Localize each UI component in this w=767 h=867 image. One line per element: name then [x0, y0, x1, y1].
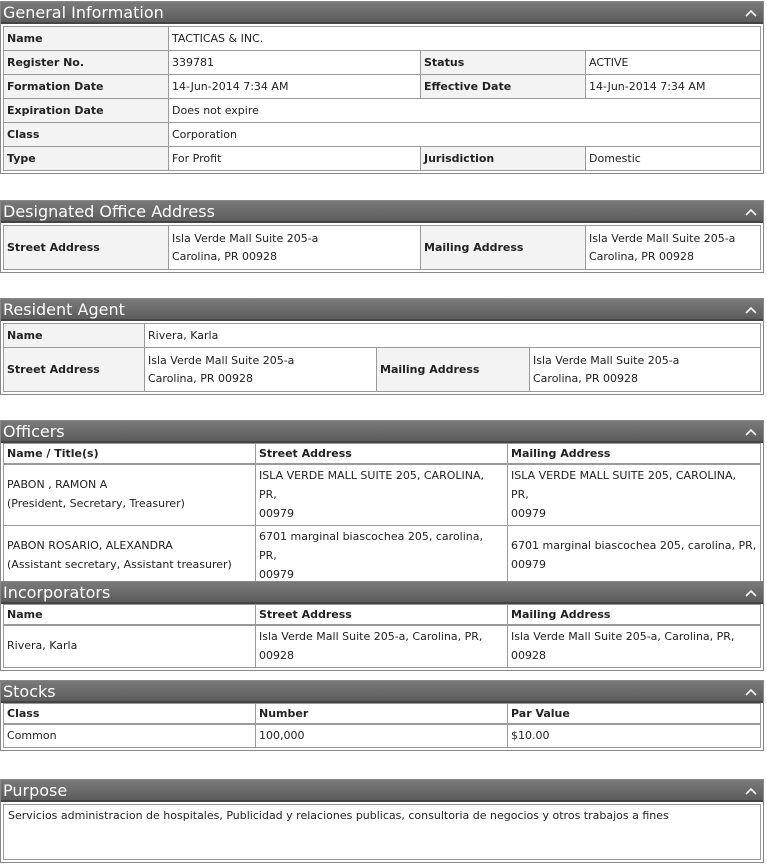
mailing-address-label: Mailing Address: [421, 226, 586, 270]
table-header-row: [4, 704, 761, 724]
expiration-date-value: Does not expire: [169, 99, 761, 123]
street-address-label: Street Address: [4, 226, 169, 270]
column-header: Street Address: [256, 605, 508, 625]
effective-date-value: 14-Jun-2014 7:34 AM: [586, 75, 761, 99]
table-row: [4, 27, 761, 51]
section-title: Resident Agent: [3, 300, 125, 319]
jurisdiction-value: Domestic: [586, 147, 761, 171]
officer-titles: (President, Secretary, Treasurer): [7, 497, 185, 510]
street-address-value: [145, 348, 377, 392]
formation-date-value: 14-Jun-2014 7:34 AM: [169, 75, 421, 99]
address-line: Carolina, PR 00928: [533, 371, 639, 385]
section-title: Stocks: [3, 682, 56, 701]
table-row: [4, 525, 761, 586]
section-header[interactable]: [1, 421, 763, 443]
chevron-up-icon[interactable]: [745, 421, 757, 443]
table-header-row: [4, 444, 761, 464]
chevron-up-icon[interactable]: [745, 2, 757, 24]
street-address-label: Street Address: [4, 348, 145, 392]
status-label: Status: [421, 51, 586, 75]
table-row: [4, 99, 761, 123]
stock-class: Common: [4, 724, 256, 748]
mailing-address-value: [530, 348, 761, 392]
table-row: [4, 464, 761, 526]
column-header: Mailing Address: [508, 444, 761, 464]
officer-name-cell: [4, 464, 256, 526]
column-header: Par Value: [508, 704, 761, 724]
section-header[interactable]: [1, 681, 763, 703]
address-line: 6701 marginal biascochea 205, carolina, PR,: [511, 539, 757, 552]
table-row: [4, 724, 761, 748]
table-row: [4, 324, 761, 348]
address-line: Isla Verde Mall Suite 205-a: [148, 353, 295, 367]
jurisdiction-label: Jurisdiction: [421, 147, 586, 171]
address-line: Isla Verde Mall Suite 205-a: [172, 231, 319, 245]
address-line: ISLA VERDE MALL SUITE 205, CAROLINA, PR,: [511, 468, 736, 501]
section-title: Officers: [3, 422, 65, 441]
address-line: 6701 marginal biascochea 205, carolina, PR,: [259, 529, 484, 562]
agent-name-label: Name: [4, 324, 145, 348]
address-line: 00979: [259, 567, 294, 581]
column-header: Street Address: [256, 444, 508, 464]
address-line: Isla Verde Mall Suite 205-a: [533, 353, 680, 367]
column-header: Number: [256, 704, 508, 724]
purpose-section: [0, 779, 764, 863]
section-header[interactable]: [1, 2, 763, 24]
agent-name-value: Rivera, Karla: [145, 324, 761, 348]
section-title: Purpose: [3, 781, 68, 800]
address-line: ISLA VERDE MALL SUITE 205, CAROLINA, PR,: [259, 468, 484, 501]
chevron-up-icon[interactable]: [745, 681, 757, 703]
register-label: Register No.: [4, 51, 169, 75]
mailing-address-label: Mailing Address: [377, 348, 530, 392]
column-header: Class: [4, 704, 256, 724]
column-header: Mailing Address: [508, 605, 761, 625]
stock-par-value: $10.00: [508, 724, 761, 748]
type-label: Type: [4, 147, 169, 171]
officer-name-cell: [4, 525, 256, 586]
table-row: [4, 51, 761, 75]
table-row: [4, 226, 761, 270]
resident-agent-section: [0, 298, 764, 395]
status-value: ACTIVE: [586, 51, 761, 75]
section-header[interactable]: [1, 780, 763, 802]
name-value: TACTICAS & INC.: [169, 27, 761, 51]
street-address-cell: [256, 525, 508, 586]
table-row: [4, 123, 761, 147]
section-title: Incorporators: [3, 583, 111, 602]
mailing-address-cell: [508, 464, 761, 526]
stocks-section: [0, 680, 764, 751]
purpose-text: Servicios administracion de hospitales, Publicidad y relaciones publicas, consultoria de negocios y otros trabajos a fines: [3, 804, 761, 860]
section-title: General Information: [3, 3, 164, 22]
mailing-address-cell: Isla Verde Mall Suite 205-a, Carolina, PR, 00928: [508, 625, 761, 668]
section-header[interactable]: [1, 299, 763, 321]
expiration-date-label: Expiration Date: [4, 99, 169, 123]
incorporator-name: Rivera, Karla: [4, 625, 256, 668]
incorporators-section: [0, 581, 764, 671]
office-address-section: [0, 200, 764, 273]
column-header: Name / Title(s): [4, 444, 256, 464]
street-address-value: [169, 226, 421, 270]
mailing-address-cell: [508, 525, 761, 586]
address-line: Carolina, PR 00928: [589, 249, 695, 263]
section-header[interactable]: [1, 582, 763, 604]
table-row: [4, 348, 761, 392]
table-row: [4, 75, 761, 99]
name-label: Name: [4, 27, 169, 51]
officer-titles: (Assistant secretary, Assistant treasurer): [7, 558, 232, 571]
address-line: 00979: [259, 506, 294, 520]
general-information-section: [0, 1, 764, 174]
chevron-up-icon[interactable]: [745, 299, 757, 321]
table-header-row: [4, 605, 761, 625]
address-line: 00979: [511, 506, 546, 520]
class-label: Class: [4, 123, 169, 147]
section-header[interactable]: [1, 201, 763, 223]
effective-date-label: Effective Date: [421, 75, 586, 99]
street-address-cell: Isla Verde Mall Suite 205-a, Carolina, PR, 00928: [256, 625, 508, 668]
class-value: Corporation: [169, 123, 761, 147]
section-title: Designated Office Address: [3, 202, 215, 221]
mailing-address-value: [586, 226, 761, 270]
table-row: [4, 147, 761, 171]
formation-date-label: Formation Date: [4, 75, 169, 99]
column-header: Name: [4, 605, 256, 625]
chevron-up-icon[interactable]: [745, 780, 757, 802]
officers-section: [0, 420, 764, 590]
officer-name: PABON ROSARIO, ALEXANDRA: [7, 539, 173, 552]
address-line: 00979: [511, 558, 546, 571]
street-address-cell: [256, 464, 508, 526]
address-line: Carolina, PR 00928: [172, 249, 278, 263]
type-value: For Profit: [169, 147, 421, 171]
officer-name: PABON , RAMON A: [7, 478, 108, 491]
table-row: [4, 625, 761, 668]
address-line: Carolina, PR 00928: [148, 371, 254, 385]
address-line: Isla Verde Mall Suite 205-a: [589, 231, 736, 245]
register-value: 339781: [169, 51, 421, 75]
chevron-up-icon[interactable]: [745, 201, 757, 223]
chevron-up-icon[interactable]: [745, 582, 757, 604]
stock-number: 100,000: [256, 724, 508, 748]
